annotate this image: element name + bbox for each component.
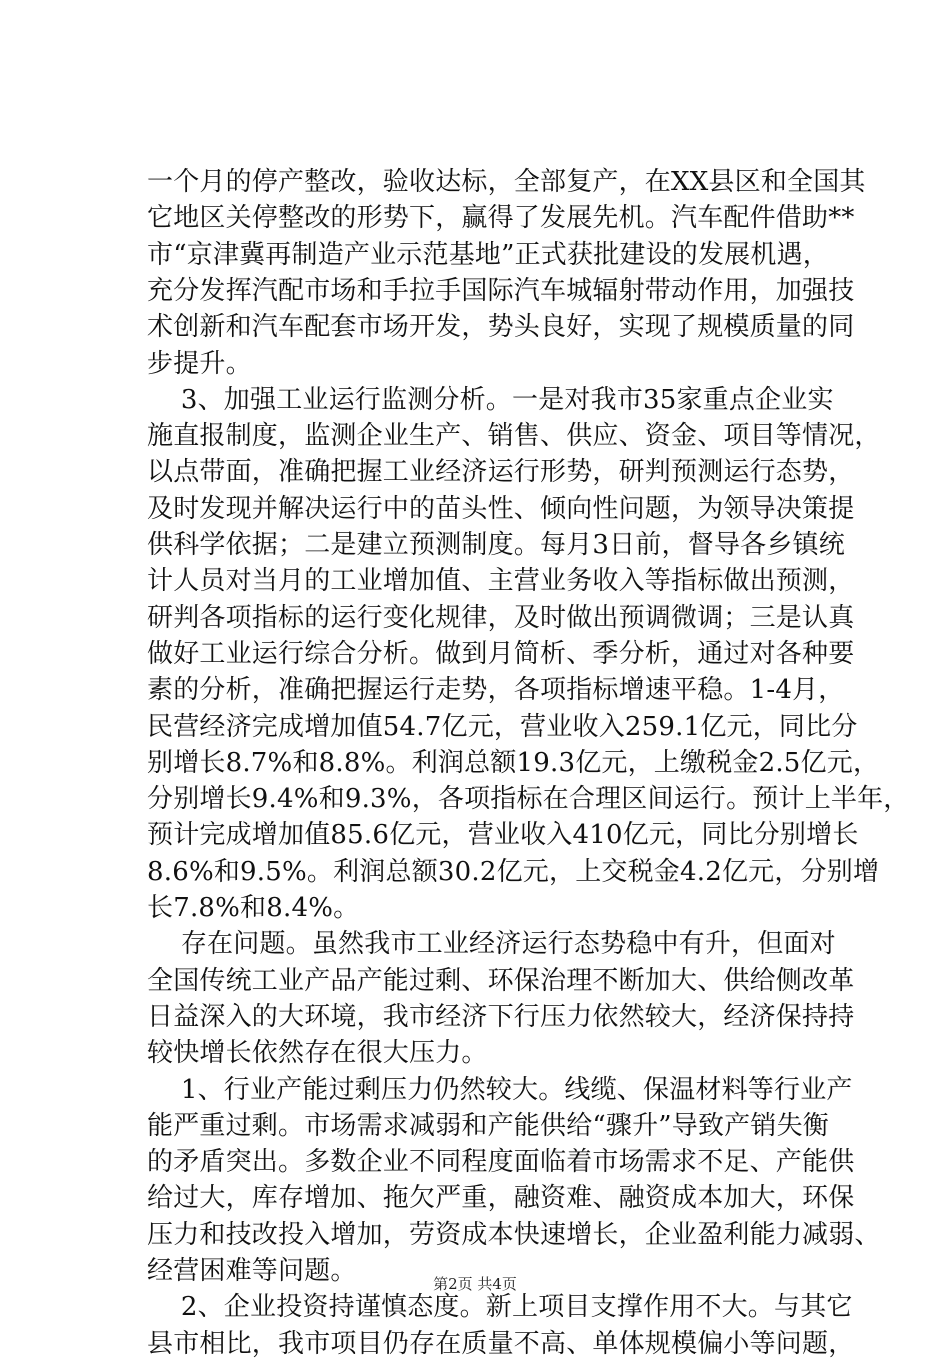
page-footer: 第2页 共4页 — [433, 1275, 517, 1293]
text-line: 及时发现并解决运行中的苗头性、倾向性问题，为领导决策提 — [147, 493, 855, 524]
text-line: 步提升。 — [147, 348, 252, 379]
text-line: 素的分析，准确把握运行走势，各项指标增速平稳。1-4月， — [147, 675, 845, 706]
text-line: 的矛盾突出。多数企业不同程度面临着市场需求不足、产能供 — [147, 1147, 855, 1178]
text-line: 压力和技改投入增加，劳资成本快速增长，企业盈利能力减弱、 — [147, 1219, 881, 1250]
text-line: 计人员对当月的工业增加值、主营业务收入等指标做出预测， — [147, 566, 855, 597]
text-line: 给过大，库存增加、拖欠严重，融资难、融资成本加大，环保 — [147, 1183, 855, 1214]
text-line: 做好工业运行综合分析。做到月简析、季分析，通过对各种要 — [147, 638, 855, 669]
text-line: 经营困难等问题。 — [147, 1256, 357, 1286]
text-line: 日益深入的大环境，我市经济下行压力依然较大，经济保持持 — [147, 1001, 855, 1032]
text-line: 较快增长依然存在很大压力。 — [147, 1038, 488, 1069]
text-line: 8.6%和9.5%。利润总额30.2亿元，上交税金4.2亿元，分别增 — [147, 856, 880, 887]
text-line: 供科学依据；二是建立预测制度。每月3日前，督导各乡镇统 — [147, 530, 845, 560]
text-line: 充分发挥汽配市场和手拉手国际汽车城辐射带动作用，加强技 — [147, 275, 855, 306]
text-line: 预计完成增加值85.6亿元，营业收入410亿元，同比分别增长 — [147, 820, 859, 851]
text-line: 县市相比，我市项目仍存在质量不高、单体规模偏小等问题， — [147, 1328, 855, 1359]
text-line: 术创新和汽车配套市场开发，势头良好，实现了规模质量的同 — [147, 312, 855, 343]
text-line: 民营经济完成增加值54.7亿元，营业收入259.1亿元，同比分 — [147, 711, 858, 742]
text-line: 存在问题。虽然我市工业经济运行态势稳中有升，但面对 — [147, 929, 836, 960]
text-line: 能严重过剩。市场需求减弱和产能供给“骤升”导致产销失衡 — [147, 1110, 829, 1141]
text-line: 2、企业投资持谨慎态度。新上项目支撑作用不大。与其它 — [147, 1292, 853, 1323]
text-line: 1、行业产能过剩压力仍然较大。线缆、保温材料等行业产 — [147, 1074, 853, 1105]
text-line: 全国传统工业产品产能过剩、环保治理不断加大、供给侧改革 — [147, 965, 855, 996]
text-line: 以点带面，准确把握工业经济运行形势，研判预测运行态势， — [147, 457, 855, 488]
text-line: 它地区关停整改的形势下，赢得了发展先机。汽车配件借助** — [147, 203, 855, 234]
text-line: 3、加强工业运行监测分析。一是对我市35家重点企业实 — [147, 384, 834, 415]
text-line: 分别增长9.4%和9.3%，各项指标在合理区间运行。预计上半年， — [147, 784, 910, 815]
text-line: 别增长8.7%和8.8%。利润总额19.3亿元，上缴税金2.5亿元， — [147, 747, 880, 778]
text-line: 长7.8%和8.4%。 — [147, 893, 360, 923]
text-line: 施直报制度，监测企业生产、销售、供应、资金、项目等情况， — [147, 421, 881, 452]
text-line: 研判各项指标的运行变化规律，及时做出预调微调；三是认真 — [147, 602, 855, 633]
text-line: 一个月的停产整改，验收达标，全部复产，在XX县区和全国其 — [147, 167, 866, 197]
text-line: 市“京津冀再制造产业示范基地”正式获批建设的发展机遇， — [147, 239, 829, 270]
